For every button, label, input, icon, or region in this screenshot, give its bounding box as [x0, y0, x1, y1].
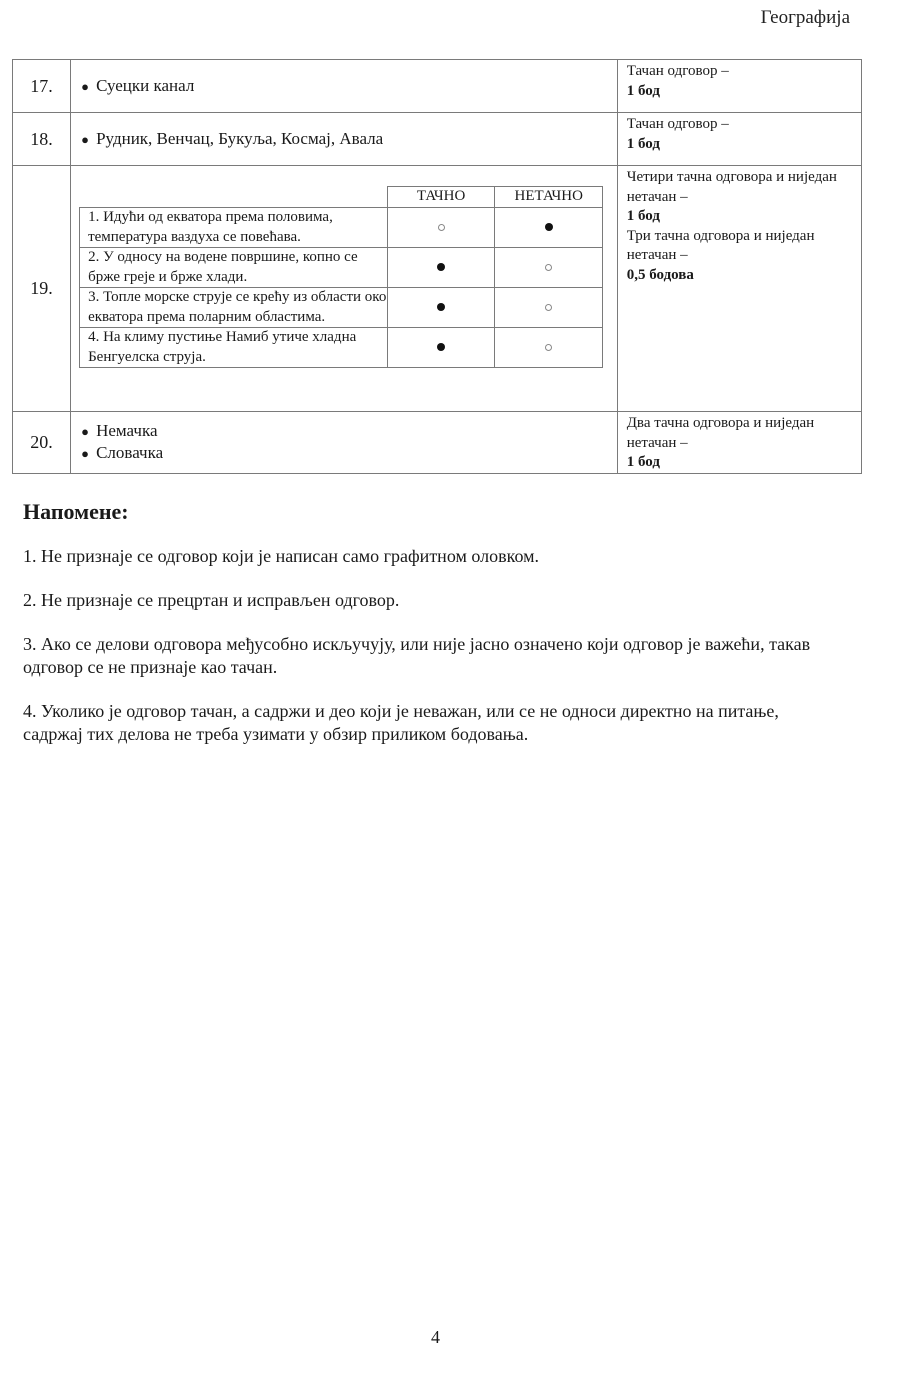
false-mark: [495, 328, 603, 368]
scoring-text: Три тачна одговора и ниједан нетачан –: [626, 227, 815, 263]
empty-circle-icon: [545, 304, 552, 311]
notes-title: Напомене:: [23, 499, 129, 524]
question-number: 18.: [13, 113, 71, 166]
statement-row: [80, 328, 603, 368]
statement-text: 2. У односу на водене површине, копно се брже греје и брже хлади.: [80, 248, 388, 288]
scoring-text: Тачан одговор –: [626, 116, 729, 132]
statement-row: [80, 208, 603, 248]
empty-circle-icon: [545, 344, 552, 351]
bullet-icon: ●: [81, 424, 89, 440]
scoring-points: 1 бод: [626, 135, 660, 152]
answer-cell: [71, 412, 618, 474]
false-mark: [495, 248, 603, 288]
filled-circle-icon: [437, 343, 445, 351]
bullet-icon: ●: [81, 79, 89, 94]
scoring-points: 1 бод: [626, 208, 660, 224]
scoring-cell: [617, 113, 861, 166]
answer-text: Словачка: [96, 443, 164, 463]
filled-circle-icon: [437, 263, 445, 271]
true-column-header: ТАЧНО: [387, 187, 495, 208]
scoring-text: Четири тачна одговора и ниједан нетачан –: [626, 169, 837, 205]
question-number: 20.: [13, 412, 71, 474]
empty-circle-icon: [438, 224, 445, 231]
table-row-17: [13, 60, 862, 113]
empty-circle-icon: [545, 264, 552, 271]
note-item: 4. Уколико је одговор тачан, а садржи и део који је неважан, или се не односи директно на питање, садржај тих делова не треба узимати у обзир приликом бодовања.: [23, 701, 779, 744]
scoring-points: 1 бод: [626, 454, 660, 470]
note-item: 1. Не признаје се одговор који је написан само графитном оловком.: [23, 546, 539, 566]
notes-list: [23, 545, 843, 767]
answer-text: Немачка: [96, 421, 158, 441]
filled-circle-icon: [545, 223, 553, 231]
true-mark: [387, 288, 495, 328]
true-mark: [387, 328, 495, 368]
statement-row: [80, 288, 603, 328]
scoring-text: Два тачна одговора и ниједан нетачан –: [626, 415, 815, 451]
filled-circle-icon: [437, 303, 445, 311]
answer-text: Рудник, Венчац, Букуља, Космај, Авала: [96, 129, 384, 148]
bullet-icon: ●: [81, 132, 89, 147]
statement-text: 1. Идући од екватора према половима, температура ваздуха се повећава.: [80, 208, 388, 248]
note-item: 2. Не признаје се прецртан и исправљен одговор.: [23, 590, 400, 610]
table-row-20: [13, 412, 862, 474]
true-false-table: [79, 186, 603, 368]
page-number: 4: [431, 1327, 440, 1347]
answer-cell: [71, 166, 618, 412]
true-mark: [387, 208, 495, 248]
table-row-19: [13, 166, 862, 412]
true-mark: [387, 248, 495, 288]
answer-key-table: [12, 59, 862, 474]
scoring-points: 1 бод: [626, 82, 660, 99]
answer-text: Суецки канал: [96, 76, 195, 95]
scoring-cell: [617, 166, 861, 412]
answer-cell: [71, 113, 618, 166]
scoring-points: 0,5 бодова: [626, 266, 694, 283]
subject-header: Географија: [760, 7, 850, 28]
bullet-icon: ●: [81, 446, 89, 462]
false-column-header: НЕТАЧНО: [495, 187, 603, 208]
question-number: 17.: [13, 60, 71, 113]
statement-text: 4. На климу пустиње Намиб утиче хладна Бенгуелска струја.: [80, 328, 388, 368]
note-item: 3. Ако се делови одговора међусобно искључују, или није јасно означено који одговор је важећи, такав одговор се не признаје као тачан.: [23, 634, 811, 677]
statement-text: 3. Топле морске струје се крећу из области око екватора према поларним областима.: [80, 288, 388, 328]
false-mark: [495, 208, 603, 248]
false-mark: [495, 288, 603, 328]
statement-row: [80, 248, 603, 288]
scoring-cell: [617, 60, 861, 113]
question-number: 19.: [13, 166, 71, 412]
table-row-18: [13, 113, 862, 166]
scoring-text: Тачан одговор –: [626, 63, 729, 79]
scoring-cell: [617, 412, 861, 474]
answer-cell: [71, 60, 618, 113]
